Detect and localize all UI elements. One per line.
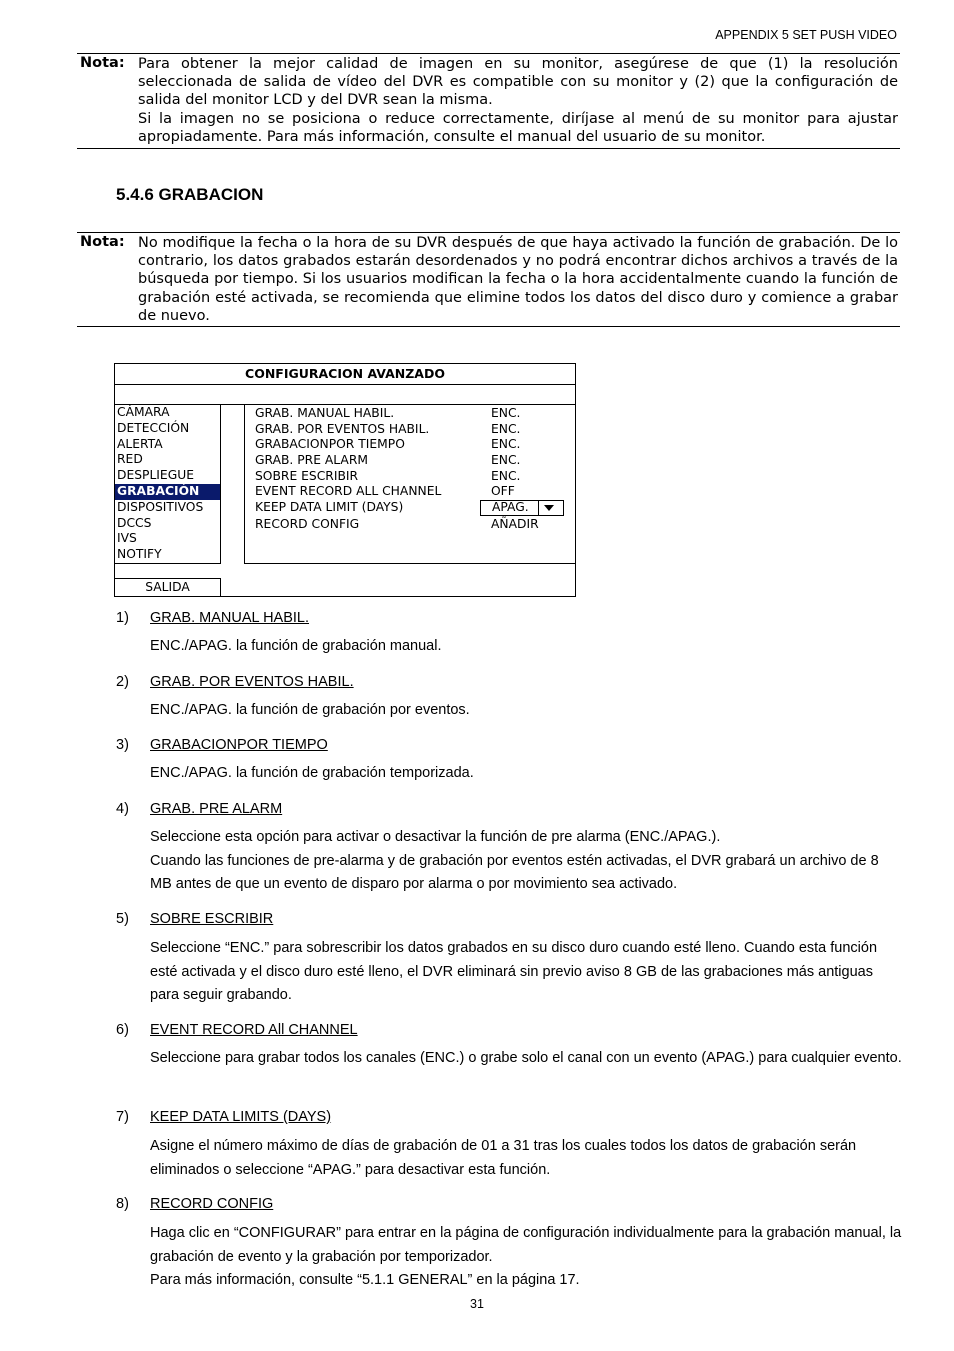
section-title: 5.4.6 GRABACION: [116, 185, 264, 204]
nota-paragraph: Para obtener la mejor calidad de imagen en su monitor, asegúrese de que (1) la resolución seleccionada de salida de vídeo del DVR es compatible con su monitor y (2) que la configuración de salida del monitor LCD y del DVR sean la misma.: [138, 56, 898, 109]
keep-data-limit-dropdown[interactable]: [480, 500, 564, 516]
item-body: [150, 699, 902, 723]
nota-text: [138, 55, 898, 146]
option-label: KEEP DATA LIMIT (DAYS): [255, 500, 404, 514]
divider: [77, 232, 900, 233]
item-body: [150, 1222, 902, 1293]
nota-label: Nota:: [80, 55, 125, 71]
exit-button[interactable]: SALIDA: [115, 578, 221, 596]
item-paragraph: ENC./APAG. la función de grabación temporizada.: [150, 765, 474, 781]
item-title: GRAB. PRE ALARM: [150, 801, 283, 817]
option-label: EVENT RECORD ALL CHANNEL: [255, 484, 442, 498]
menu-title: CONFIGURACION AVANZADO: [115, 364, 575, 385]
chevron-down-icon[interactable]: [544, 505, 554, 511]
item-title: GRAB. POR EVENTOS HABIL.: [150, 674, 354, 690]
option-label: RECORD CONFIG: [255, 517, 360, 531]
menu-options-panel: [244, 404, 575, 564]
option-value[interactable]: ENC.: [491, 468, 521, 483]
menu-category-selected[interactable]: GRABACIÓN: [115, 484, 220, 500]
menu-header-row: [115, 384, 575, 405]
menu-category[interactable]: DISPOSITIVOS: [117, 499, 204, 514]
item-paragraph: ENC./APAG. la función de grabación manual.: [150, 638, 442, 654]
item-paragraph: Para más información, consulte “5.1.1 GENERAL” en la página 17.: [150, 1272, 580, 1288]
item-paragraph: Haga clic en “CONFIGURAR” para entrar en la página de configuración individualmente para la grabación manual, la grabación de evento y la grabación por temporizador.: [150, 1225, 902, 1265]
dvr-menu: [114, 363, 576, 597]
menu-category[interactable]: CÁMARA: [117, 405, 170, 419]
option-value[interactable]: OFF: [491, 484, 515, 498]
option-label: GRAB. PRE ALARM: [255, 453, 368, 467]
item-body: [150, 635, 902, 659]
item-body: [150, 1135, 902, 1182]
option-label: GRAB. POR EVENTOS HABIL.: [255, 421, 430, 436]
option-label: GRABACIONPOR TIEMPO: [255, 437, 405, 451]
option-value[interactable]: ENC.: [491, 406, 521, 420]
option-label: GRAB. MANUAL HABIL.: [255, 406, 395, 420]
menu-category-list: [115, 404, 221, 564]
item-body: [150, 937, 902, 1008]
running-header: APPENDIX 5 SET PUSH VIDEO: [715, 28, 897, 42]
menu-category[interactable]: IVS: [117, 531, 137, 546]
item-paragraph: Seleccione esta opción para activar o desactivar la función de pre alarma (ENC./APAG.).: [150, 829, 721, 845]
option-value[interactable]: ENC.: [491, 421, 521, 436]
item-number: 8): [116, 1196, 129, 1212]
item-number: 1): [116, 610, 129, 626]
item-title: SOBRE ESCRIBIR: [150, 911, 274, 927]
item-paragraph: Cuando las funciones de pre-alarma y de grabación por eventos estén activadas, el DVR grabará un archivo de 8 MB antes de que un evento de disparo por alarma o por movimiento sea activado.: [150, 852, 879, 892]
dropdown-separator: [538, 501, 539, 515]
item-number: 2): [116, 674, 129, 690]
menu-category[interactable]: NOTIFY: [117, 547, 162, 562]
item-body: [150, 826, 902, 897]
divider: [77, 148, 900, 149]
item-title: KEEP DATA LIMITS (DAYS): [150, 1109, 332, 1125]
option-value[interactable]: ENC.: [491, 437, 521, 451]
menu-category[interactable]: DCCS: [117, 515, 152, 530]
item-body: [150, 762, 902, 786]
option-value[interactable]: ENC.: [491, 453, 521, 467]
item-paragraph: ENC./APAG. la función de grabación por eventos.: [150, 702, 470, 718]
menu-category[interactable]: DETECCIÓN: [117, 420, 190, 435]
nota-label: Nota:: [80, 234, 125, 250]
item-number: 4): [116, 801, 129, 817]
item-number: 7): [116, 1109, 129, 1125]
item-number: 3): [116, 737, 129, 753]
menu-category[interactable]: DESPLIEGUE: [117, 468, 195, 483]
item-paragraph: Seleccione para grabar todos los canales (ENC.) o grabe solo el canal con un evento (APAG.) para cualquier evento.: [150, 1050, 902, 1066]
nota-paragraph: Si la imagen no se posiciona o reduce correctamente, diríjase al menú de su monitor para ajustar apropiadamente. Para más información, consulte el manual del usuario de su monitor.: [138, 110, 898, 145]
option-label: SOBRE ESCRIBIR: [255, 468, 359, 483]
menu-category[interactable]: RED: [117, 452, 143, 467]
item-number: 5): [116, 911, 129, 927]
item-body: [150, 1047, 902, 1071]
item-paragraph: Asigne el número máximo de días de grabación de 01 a 31 tras los cuales todos los datos de grabación serán eliminados o seleccione “APAG.” para desactivar esta función.: [150, 1138, 857, 1178]
nota-text: No modifique la fecha o la hora de su DVR después de que haya activado la función de grabación. De lo contrario, los datos grabados estarán desordenados y no podrá encontrar dichos archivos a través de la búsqueda por tiempo. Si los usuarios modifican la fecha o la hora accidentalmente cuando la función de grabación esté activada, se recomienda que elimine todos los datos del disco duro y comience a grabar de nuevo.: [138, 235, 898, 324]
menu-category[interactable]: ALERTA: [117, 436, 163, 451]
divider: [77, 326, 900, 327]
dropdown-value: APAG.: [492, 500, 529, 514]
record-config-button[interactable]: AÑADIR: [491, 517, 539, 531]
item-number: 6): [116, 1022, 129, 1038]
divider: [77, 53, 900, 54]
item-title: GRAB. MANUAL HABIL.: [150, 610, 310, 626]
item-title: GRABACIONPOR TIEMPO: [150, 737, 328, 753]
page-number: 31: [470, 1297, 484, 1311]
item-paragraph: Seleccione “ENC.” para sobrescribir los datos grabados en su disco duro cuando esté lleno. Cuando esta función esté activada y el disco duro esté lleno, el DVR eliminará sin previo aviso 8 GB de las grabaciones más antiguas para seguir grabando.: [150, 940, 878, 1003]
item-title: EVENT RECORD All CHANNEL: [150, 1022, 358, 1038]
item-title: RECORD CONFIG: [150, 1196, 274, 1212]
